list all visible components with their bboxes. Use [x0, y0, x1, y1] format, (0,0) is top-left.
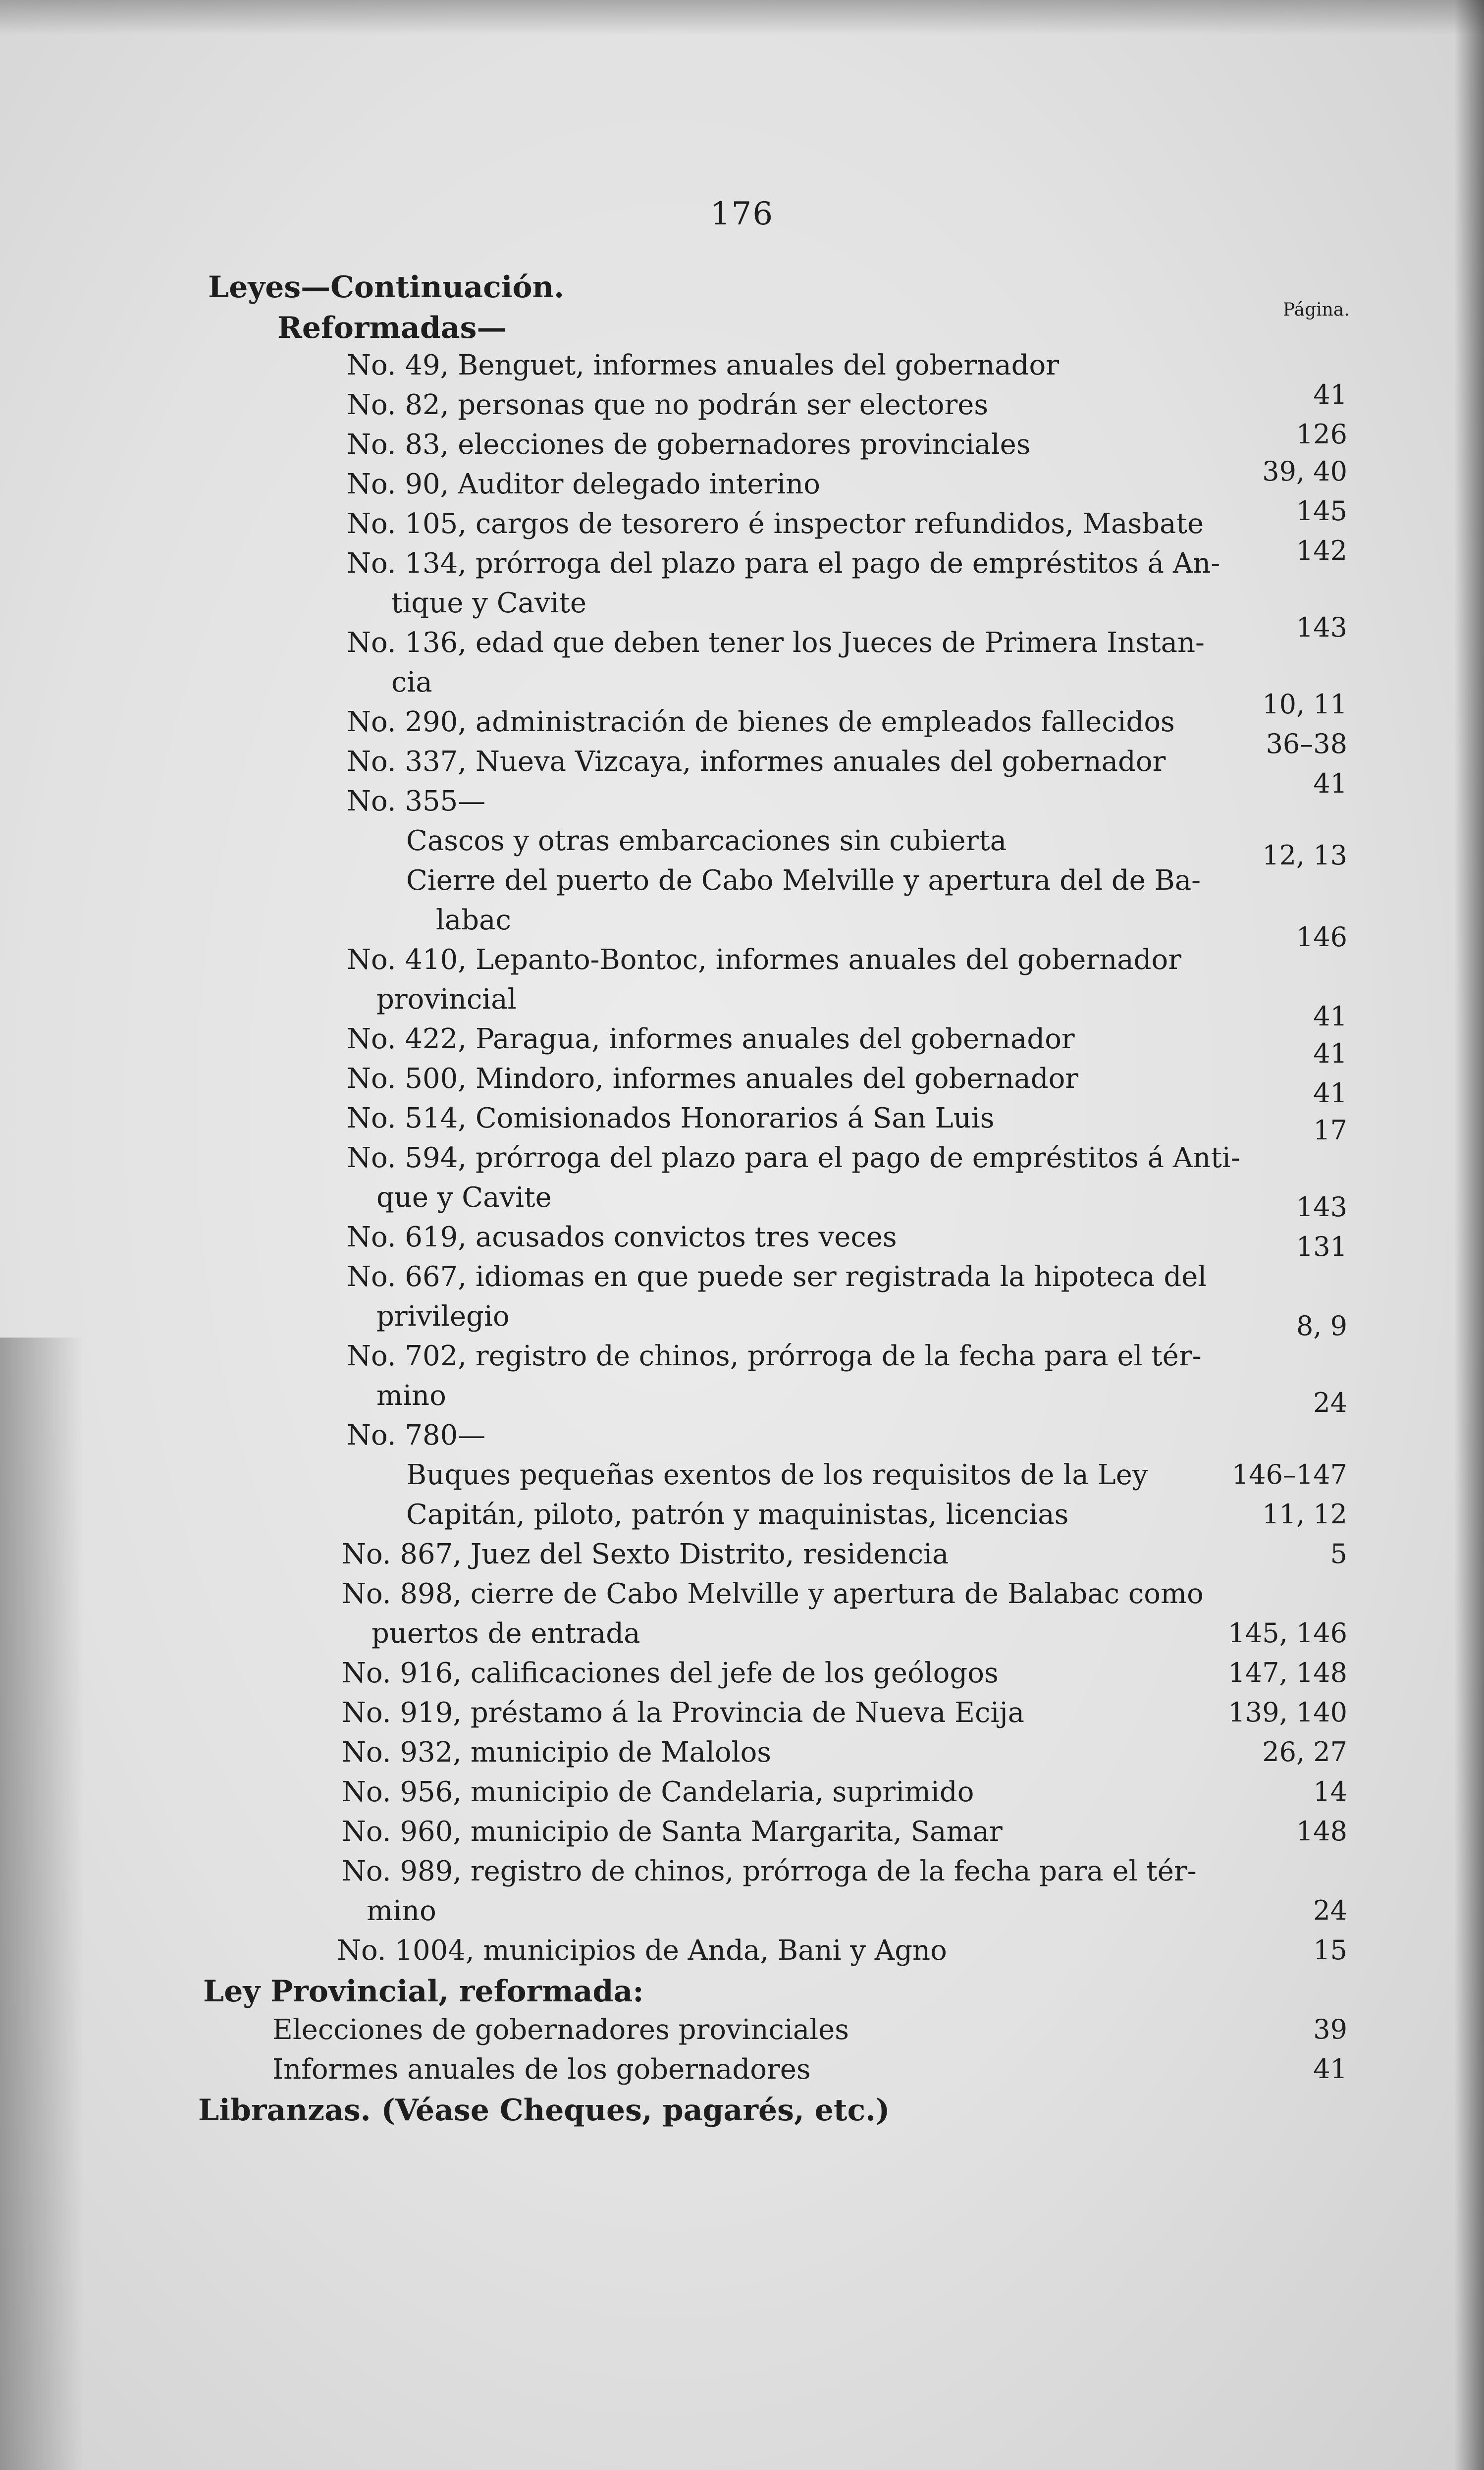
index-line: Elecciones de gobernadores provinciales [272, 2014, 849, 2046]
page-reference: 26, 27 [1262, 1736, 1347, 1768]
page-reference: 12, 13 [1262, 840, 1347, 871]
index-line: Buques pequeñas exentos de los requisitos de la Ley [406, 1459, 1148, 1491]
page-reference: 24 [1313, 1895, 1347, 1926]
page-reference: 39 [1313, 2014, 1347, 2045]
index-line: No. 1004, municipios de Anda, Bani y Agno [337, 1934, 947, 1967]
page-reference: 145, 146 [1228, 1617, 1347, 1649]
page-reference: 41 [1313, 379, 1347, 410]
page-reference: 142 [1296, 535, 1347, 566]
index-line: Reformadas— [277, 311, 507, 345]
index-line: mino [376, 1380, 446, 1412]
page-reference: 24 [1313, 1387, 1347, 1418]
page-number: 176 [710, 196, 774, 232]
index-line: cia [391, 666, 432, 698]
index-line: No. 932, municipio de Malolos [342, 1736, 772, 1769]
index-line: privilegio [376, 1300, 510, 1333]
index-line: No. 90, Auditor delegado interino [347, 468, 820, 500]
index-line: No. 337, Nueva Vizcaya, informes anuales del gobernador [347, 746, 1166, 778]
index-line: No. 919, préstamo á la Provincia de Nueva Ecija [342, 1697, 1025, 1729]
index-line: Leyes—Continuación. [208, 270, 565, 305]
index-line: No. 989, registro de chinos, prórroga de la fecha para el tér- [342, 1855, 1197, 1887]
index-line: Ley Provincial, reformada: [203, 1974, 644, 2009]
index-line: No. 594, prórroga del plazo para el pago de empréstitos á Anti- [347, 1142, 1240, 1174]
page-reference: 41 [1313, 768, 1347, 799]
page-reference: 148 [1296, 1816, 1347, 1847]
index-line: Capitán, piloto, patrón y maquinistas, licencias [406, 1499, 1069, 1531]
index-line: No. 667, idiomas en que puede ser registrada la hipoteca del [347, 1261, 1207, 1293]
page-reference: 36–38 [1266, 728, 1347, 759]
index-line: No. 410, Lepanto-Bontoc, informes anuales del gobernador [347, 944, 1181, 976]
page-reference: 126 [1296, 419, 1347, 450]
page-reference: 147, 148 [1228, 1657, 1347, 1688]
page-reference: 146 [1296, 921, 1347, 953]
column-header-pagina: Página. [1283, 300, 1350, 320]
scan-shadow-left [0, 1338, 84, 2470]
index-line: labac [436, 904, 511, 936]
index-line: No. 105, cargos de tesorero é inspector refundidos, Masbate [347, 508, 1204, 540]
index-line: No. 136, edad que deben tener los Jueces de Primera Instan- [347, 627, 1205, 659]
index-line: provincial [376, 983, 517, 1016]
page-reference: 39, 40 [1262, 456, 1347, 487]
index-line: No. 355— [347, 785, 486, 817]
index-line: No. 49, Benguet, informes anuales del gobernador [347, 349, 1059, 381]
page-reference: 17 [1313, 1115, 1347, 1146]
index-line: No. 619, acusados convictos tres veces [347, 1221, 897, 1253]
index-line: No. 514, Comisionados Honorarios á San Luis [347, 1102, 995, 1134]
scan-shadow-top [0, 0, 1484, 35]
index-line: No. 898, cierre de Cabo Melville y apertura de Balabac como [342, 1578, 1204, 1610]
page-reference: 41 [1313, 1077, 1347, 1109]
index-line: No. 134, prórroga del plazo para el pago de empréstitos á An- [347, 547, 1220, 580]
index-line: tique y Cavite [391, 587, 587, 619]
page-reference: 15 [1313, 1934, 1347, 1966]
index-line: mino [367, 1895, 436, 1927]
index-line: No. 500, Mindoro, informes anuales del gobernador [347, 1063, 1079, 1095]
index-line: No. 867, Juez del Sexto Distrito, residencia [342, 1538, 949, 1570]
index-line: No. 956, municipio de Candelaria, suprimido [342, 1776, 974, 1808]
index-line: Cierre del puerto de Cabo Melville y apertura del de Ba- [406, 864, 1201, 897]
index-line: No. 83, elecciones de gobernadores provinciales [347, 429, 1031, 461]
index-line: Informes anuales de los gobernadores [272, 2053, 811, 2086]
index-line: No. 290, administración de bienes de empleados fallecidos [347, 706, 1175, 738]
page-reference: 8, 9 [1296, 1310, 1347, 1342]
index-line: No. 960, municipio de Santa Margarita, Samar [342, 1816, 1003, 1848]
index-line: puertos de entrada [371, 1617, 640, 1650]
page-reference: 41 [1313, 1038, 1347, 1069]
scan-shadow-right [1454, 0, 1484, 2470]
page-reference: 146–147 [1231, 1459, 1347, 1490]
page-reference: 139, 140 [1228, 1697, 1347, 1728]
page-reference: 41 [1313, 2053, 1347, 2085]
index-line: No. 422, Paragua, informes anuales del gobernador [347, 1023, 1075, 1055]
index-line: Libranzas. (Véase Cheques, pagarés, etc.) [198, 2093, 890, 2128]
page-reference: 14 [1313, 1776, 1347, 1807]
page-reference: 10, 11 [1262, 689, 1347, 720]
page-reference: 5 [1330, 1538, 1347, 1569]
index-line: Cascos y otras embarcaciones sin cubierta [406, 825, 1007, 857]
index-line: que y Cavite [376, 1181, 552, 1214]
index-line: No. 82, personas que no podrán ser electores [347, 389, 989, 421]
page-reference: 131 [1296, 1231, 1347, 1262]
page-reference: 11, 12 [1262, 1499, 1347, 1530]
index-line: No. 702, registro de chinos, prórroga de la fecha para el tér- [347, 1340, 1202, 1372]
page-reference: 41 [1313, 1001, 1347, 1032]
page-reference: 143 [1296, 1191, 1347, 1223]
index-line: No. 780— [347, 1419, 486, 1451]
page-reference: 145 [1296, 495, 1347, 527]
index-line: No. 916, calificaciones del jefe de los geólogos [342, 1657, 999, 1689]
page-reference: 143 [1296, 612, 1347, 643]
